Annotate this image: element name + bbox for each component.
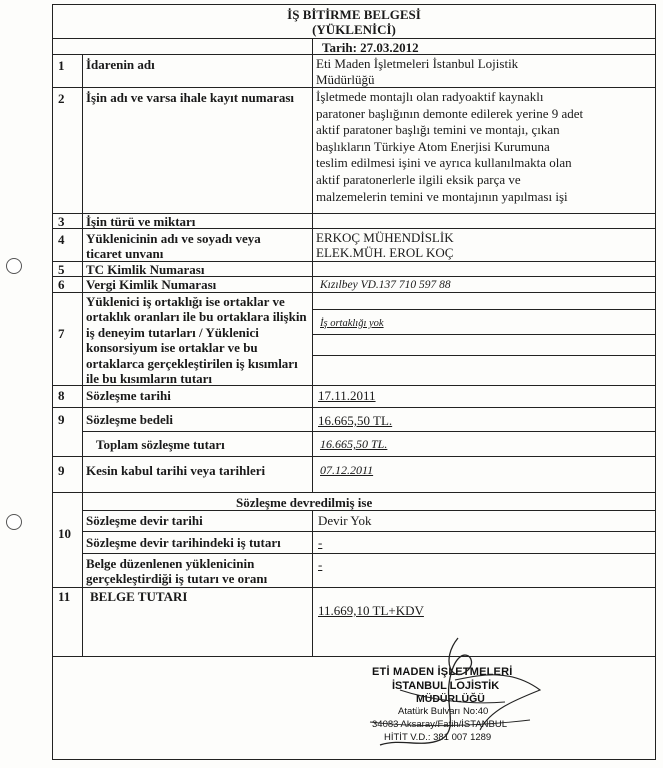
punch-hole-top (6, 258, 22, 274)
row-3-label: İşin türü ve miktarı (86, 214, 196, 229)
row-1-value: Eti Maden İşletmeleri İstanbul Lojistik Müdürlüğü (316, 56, 519, 87)
row-9a-label: Sözleşme bedeli (86, 412, 174, 427)
row-9b-label: Toplam sözleşme tutarı (96, 437, 225, 452)
row-9-number: 9 (58, 412, 65, 427)
row-10a-value: Devir Yok (318, 513, 372, 528)
row-10c-label-line2: gerçekleştirdiği iş tutarı ve oranı (86, 571, 268, 586)
document-title: İŞ BİTİRME BELGESİ (287, 7, 421, 22)
row-4-number: 4 (58, 232, 65, 247)
row-7-value: İş ortaklığı yok (320, 318, 384, 329)
stamp-line-6: HİTİT V.D.: 381 007 1289 (384, 732, 492, 743)
row-5-number: 5 (58, 262, 65, 277)
row-11-label: BELGE TUTARI (90, 589, 188, 604)
row-9c-value: 07.12.2011 (320, 463, 374, 477)
row-8-label: Sözleşme tarihi (86, 388, 171, 403)
document-date: Tarih: 27.03.2012 (322, 40, 419, 55)
stamp-line-3: MÜDÜRLÜĞÜ (416, 693, 485, 705)
row-2-value: İşletmede montajlı olan radyoaktif kaynaklı paratoner başlığının demonte edilerek yerine 9 adet aktif paratoner başlığı temini ve montajı, çıkan başlıkların Türkiye Atom Enerjisi Kurumuna teslim edilmesi işini ve ayrıca kullanılmakta olan aktif paratonerlerle ilgili eksik parça ve malzemelerin temini ve montajının yapılması işi (316, 89, 584, 204)
stamp-line-4: Atatürk Bulvarı No:40 (398, 706, 489, 717)
row-5-label: TC Kimlik Numarası (86, 262, 205, 277)
row-3-number: 3 (58, 214, 65, 229)
row-7-number: 7 (58, 326, 65, 341)
row-8-number: 8 (58, 388, 65, 403)
row-6-label: Vergi Kimlik Numarası (86, 277, 217, 292)
row-10c-value: - (318, 557, 323, 572)
row-11-number: 11 (58, 589, 71, 604)
row-8-value: 17.11.2011 (318, 388, 376, 403)
row-6-number: 6 (58, 277, 65, 292)
row-7-label: Yüklenici iş ortaklığı ise ortaklar ve ortaklık oranları ile bu ortaklara ilişkin iş deneyim tutarları / Yüklenici konsorsiyum ise ortaklar ve bu ortaklarca gerçekleştirilen iş kısımları ile bu kısımların tutarı (86, 294, 307, 387)
row-6-value: Kızılbey VD.137 710 597 88 (320, 279, 451, 291)
row-1-number: 1 (58, 58, 65, 73)
stamp-line-5: 34083 Aksaray/Fatih/İSTANBUL (372, 719, 507, 730)
row-10b-label: Sözleşme devir tarihindeki iş tutarı (86, 535, 281, 550)
stamp-line-1: ETİ MADEN İŞLETMELERİ (372, 666, 513, 678)
document-subtitle: (YÜKLENİCİ) (312, 22, 396, 37)
row-9c-number: 9 (58, 463, 65, 478)
row-9c-label: Kesin kabul tarihi veya tarihleri (86, 463, 266, 478)
row-4-label-line2: ticaret unvanı (86, 246, 164, 261)
row-2-number: 2 (58, 91, 65, 106)
row-4-value-line2: ELEK.MÜH. EROL KOÇ (316, 245, 454, 260)
row-4-value-line1: ERKOÇ MÜHENDİSLİK (316, 230, 454, 245)
row-10a-label: Sözleşme devir tarihi (86, 513, 203, 528)
row-10-heading: Sözleşme devredilmiş ise (236, 495, 373, 510)
row-10b-value: - (318, 535, 323, 550)
row-10-number: 10 (58, 526, 71, 541)
row-9b-value: 16.665,50 TL. (320, 437, 388, 451)
row-11-value: 11.669,10 TL+KDV (318, 603, 424, 618)
row-9a-value: 16.665,50 TL. (318, 413, 393, 428)
punch-hole-bottom (6, 514, 22, 530)
row-4-label-line1: Yüklenicinin adı ve soyadı veya (86, 231, 261, 246)
stamp-line-2: İSTANBUL LOJİSTİK (392, 680, 500, 692)
row-10c-label-line1: Belge düzenlenen yüklenicinin (86, 556, 255, 571)
row-1-label: İdarenin adı (86, 57, 155, 72)
signature-scribble (340, 630, 560, 755)
row-2-label: İşin adı ve varsa ihale kayıt numarası (86, 90, 295, 105)
